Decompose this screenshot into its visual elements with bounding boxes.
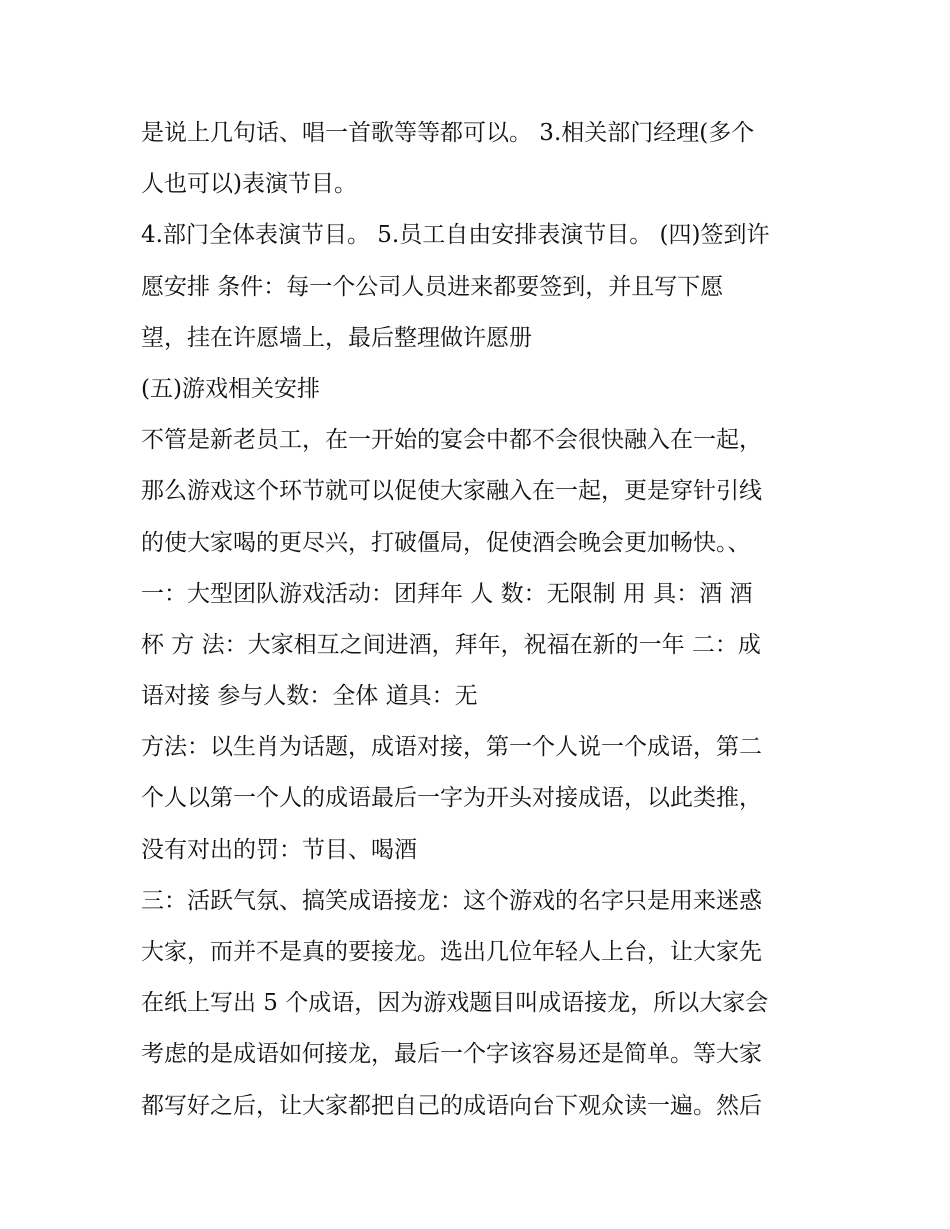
text-line: 是说上几句话、唱一首歌等等都可以。 3.相关部门经理(多个 <box>141 120 755 146</box>
text-line: 没有对出的罚：节目、喝酒 <box>141 836 417 863</box>
text-line: 三：活跃气氛、搞笑成语接龙：这个游戏的名字只是用来迷惑 <box>141 887 762 914</box>
text-line: 都写好之后，让大家都把自己的成语向台下观众读一遍。然后 <box>141 1092 762 1119</box>
text-line: 4.部门全体表演节目。 5.员工自由安排表演节目。 (四)签到许 <box>141 222 770 249</box>
text-line: 语对接 参与人数：全体 道具：无 <box>141 683 478 710</box>
text-line: 一：大型团队游戏活动：团拜年 人 数：无限制 用 具：酒 酒 <box>141 580 753 607</box>
text-line: 那么游戏这个环节就可以促使大家融入在一起，更是穿针引线 <box>141 478 762 505</box>
text-line: 杯 方 法：大家相互之间进酒，拜年，祝福在新的一年 二：成 <box>141 631 761 658</box>
text-line: 愿安排 条件：每一个公司人员进来都要签到，并且写下愿 <box>141 273 724 300</box>
text-line: 大家，而并不是真的要接龙。选出几位年轻人上台，让大家先 <box>141 939 762 965</box>
text-line: 方法：以生肖为话题，成语对接，第一个人说一个成语，第二 <box>141 734 762 761</box>
body-text <box>141 108 821 1132</box>
text-line: 个人以第一个人的成语最后一字为开头对接成语，以此类推， <box>141 785 762 812</box>
text-line: 考虑的是成语如何接龙，最后一个字该容易还是简单。等大家 <box>141 1041 762 1068</box>
text-line: 人也可以)表演节目。 <box>141 171 357 198</box>
text-line: 望，挂在许愿墙上，最后整理做许愿册 <box>141 324 532 351</box>
text-line: 在纸上写出 5 个成语，因为游戏题目叫成语接龙，所以大家会 <box>141 990 769 1017</box>
section-heading: (五)游戏相关安排 <box>141 375 320 402</box>
text-line: 不管是新老员工，在一开始的宴会中都不会很快融入在一起， <box>141 427 762 454</box>
text-line: 的使大家喝的更尽兴，打破僵局，促使酒会晚会更加畅快。、 <box>141 529 751 556</box>
